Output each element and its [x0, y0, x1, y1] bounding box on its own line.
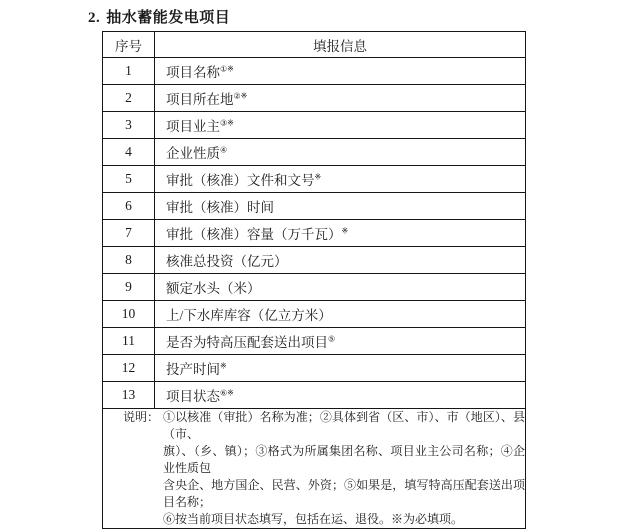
- section-title-text: 抽水蓄能发电项目: [106, 10, 231, 26]
- note-line: ①以核准（审批）名称为准；②具体到省（区、市）、市（地区）、县（市、: [163, 410, 525, 441]
- row-number: 11: [103, 328, 155, 355]
- row-number: 1: [103, 58, 155, 85]
- header-cell-info: 填报信息: [155, 32, 526, 58]
- table-row: [103, 382, 526, 409]
- table-row: [103, 58, 526, 85]
- row-info: [155, 355, 526, 382]
- table-row: [103, 328, 526, 355]
- row-info: [155, 193, 526, 220]
- row-info-text: 审批（核准）容量（万千瓦）: [166, 227, 342, 242]
- table-row: [103, 220, 526, 247]
- row-number: 4: [103, 139, 155, 166]
- row-info: [155, 247, 526, 274]
- note-line: 含央企、地方国企、民营、外资；⑤如果是，填写特高压配套送出项目名称；: [163, 478, 525, 509]
- note-cell: [103, 409, 526, 529]
- row-info-marker: ②※: [233, 91, 248, 101]
- row-info-text: 投产时间: [166, 362, 220, 377]
- table-row: [103, 355, 526, 382]
- table-row: [103, 112, 526, 139]
- note-line: ⑥按当前项目状态填写，包括在运、退役。※为必填项。: [163, 512, 464, 526]
- section-number: 2.: [88, 10, 101, 26]
- table-row: [103, 139, 526, 166]
- row-info-marker: ⑤: [328, 334, 336, 344]
- project-info-table: [102, 31, 526, 529]
- table-row: [103, 166, 526, 193]
- table-row: [103, 85, 526, 112]
- row-info-text: 是否为特高压配套送出项目: [166, 335, 328, 350]
- row-info: [155, 58, 526, 85]
- row-info-text: 上/下水库库容（亿立方米）: [166, 308, 332, 323]
- table-row: [103, 193, 526, 220]
- row-info-marker: ①※: [220, 64, 234, 74]
- row-info: [155, 382, 526, 409]
- section-heading: [88, 6, 230, 27]
- row-number: 10: [103, 301, 155, 328]
- row-info: [155, 112, 526, 139]
- row-number: 6: [103, 193, 155, 220]
- note-label: 说明：: [123, 410, 160, 424]
- row-info-text: 额定水头（米）: [166, 281, 261, 296]
- row-info-marker: ※: [314, 172, 322, 182]
- row-number: 8: [103, 247, 155, 274]
- row-info-marker: ※: [220, 361, 227, 371]
- row-number: 13: [103, 382, 155, 409]
- table-header-row: [103, 32, 526, 58]
- row-info-marker: ※: [341, 226, 349, 236]
- row-info-text: 项目业主: [166, 119, 220, 134]
- row-info: [155, 220, 526, 247]
- row-info-marker: ④: [220, 145, 228, 155]
- row-number: 5: [103, 166, 155, 193]
- table-row: [103, 274, 526, 301]
- note-body: [163, 409, 525, 528]
- row-info-text: 企业性质: [166, 146, 220, 161]
- row-number: 12: [103, 355, 155, 382]
- row-info: [155, 85, 526, 112]
- row-info: [155, 166, 526, 193]
- row-info: [155, 139, 526, 166]
- table-row: [103, 247, 526, 274]
- note-line: 旗）、（乡、镇）；③格式为所属集团名称、项目业主公司名称；④企业性质包: [163, 444, 525, 475]
- row-info-text: 审批（核准）时间: [166, 200, 274, 215]
- row-info-text: 项目名称: [166, 65, 220, 80]
- row-info-marker: ⑥※: [220, 388, 234, 398]
- row-info-text: 项目所在地: [166, 92, 234, 107]
- table-note-row: [103, 409, 526, 529]
- row-info-marker: ③※: [220, 118, 234, 128]
- row-info-text: 项目状态: [166, 389, 220, 404]
- row-number: 9: [103, 274, 155, 301]
- row-number: 2: [103, 85, 155, 112]
- row-number: 7: [103, 220, 155, 247]
- row-info: [155, 274, 526, 301]
- table-row: [103, 301, 526, 328]
- header-cell-no: 序号: [103, 32, 155, 58]
- row-number: 3: [103, 112, 155, 139]
- row-info: [155, 301, 526, 328]
- row-info: [155, 328, 526, 355]
- row-info-text: 核准总投资（亿元）: [166, 254, 288, 269]
- row-info-text: 审批（核准）文件和文号: [166, 173, 315, 188]
